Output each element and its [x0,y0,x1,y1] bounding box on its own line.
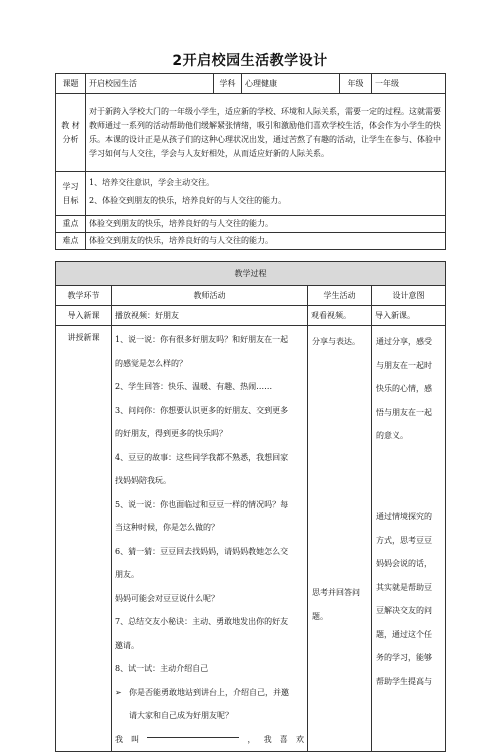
goals-row [56,172,446,216]
column-header-stage: 教学环节 [56,286,112,306]
design-intent-2: 通过情境探究的 方式，思考豆豆 妈妈会说的话， 其实就是帮助豆 豆解决交友的问 题，通过这个任 务的学习，能够 帮助学生提高与 [376,512,432,686]
student-activity-1: 分享与表达。 [312,337,360,346]
goal-item: 1、培养交往意识，学会主动交往。 [89,178,215,187]
bullet-line: ➢ 你是否能勇敢地站到讲台上，介绍自己，并邀 [115,681,304,705]
analysis-text: 对于新跨入学校大门的一年级小学生，适应新的学校、环境和人际关系，需要一定的过程。这就需要教师通过一系列的活动帮助他们缓解紧张情绪，吸引和激励他们喜欢学校生活，体会作为小学生的快乐。本课的设计正是从孩子们的这种心理状况出发，通过苦熬了有趣的活动，让学生在参与、体验中学习如何与人交往，学会与人友好相处，从而适应好新的人际关系。 [86,94,446,172]
intro-student: 观看视频。 [308,306,372,326]
lesson-student-activities [308,326,372,752]
grade-label: 年级 [340,74,372,94]
lesson-row [56,326,446,752]
activity-line: 7、总结交友小秘诀：主动、勇敢地发出你的好友 [115,617,289,626]
process-columns-row [56,286,446,306]
key-point-text: 体验交到朋友的快乐，培养良好的与人交往的能力。 [86,216,446,233]
subject-value: 心理健康 [242,74,340,94]
activity-line: 1、说一说：你有很多好朋友吗？和好朋友在一起 [115,335,289,344]
intro-row [56,306,446,326]
lesson-plan-table [55,73,446,250]
grade-value: 一年级 [372,74,446,94]
goals-label: 学习 目标 [56,172,86,216]
column-header-student: 学生活动 [308,286,372,306]
process-header: 教学过程 [56,262,446,286]
fill-in-sentence: 我 叫 ， 我 喜 欢 [115,728,304,752]
teaching-process-table [55,261,446,752]
analysis-label: 教 材 分析 [56,94,86,172]
difficulty-label: 难点 [56,233,86,250]
intro-intent: 导入新课。 [372,306,446,326]
activity-line: 4、豆豆的故事：这些同学我都不熟悉，我想回家 [115,452,289,462]
activity-line: 当这种时候，你是怎么做的？ [115,523,219,532]
activity-line: 的好朋友，得到更多的快乐吗？ [115,429,227,438]
activity-line: 邀请。 [115,640,139,650]
lesson-stage: 讲授新课 [56,326,112,752]
goal-item: 2、体验交到朋友的快乐，培养良好的与人交往的能力。 [89,196,287,205]
goals-list [86,172,446,216]
column-header-teacher: 教师活动 [112,286,308,306]
process-header-row [56,262,446,286]
activity-line: 朋友。 [115,570,139,579]
student-activity-2: 思考并回答问 题。 [312,588,360,621]
key-point-label: 重点 [56,216,86,233]
intro-stage: 导入新课 [56,306,112,326]
subject-label: 学科 [214,74,242,94]
fill-blank-line [147,728,239,738]
topic-value: 开启校园生活 [86,74,214,94]
analysis-row [56,94,446,172]
intro-teacher: 播放视频：好朋友 [112,306,308,326]
activity-line: 5、说一说：你也面临过和豆豆一样的情况吗？每 [115,499,289,509]
difficulty-row [56,233,446,250]
lesson-teacher-activities [112,326,308,752]
activity-line: 8、试一试：主动介绍自己 [115,664,209,673]
info-row [56,74,446,94]
arrow-bullet-icon: ➢ [115,687,122,697]
difficulty-text: 体验交到朋友的快乐，培养良好的与人交往的能力。 [86,233,446,250]
activity-line: 6、猜一猜：豆豆回去找妈妈，请妈妈教她怎么交 [115,546,289,556]
activity-line: 2、学生回答：快乐、温暖、有趣、热闹…… [115,382,273,391]
key-point-row [56,216,446,233]
activity-line: 找妈妈陪我玩。 [115,476,171,485]
design-intent-1: 通过分享，感受 与朋友在一起时 快乐的心情，感 悟与朋友在一起 的意义。 [376,337,432,440]
topic-label: 课题 [56,74,86,94]
bullet-line: 请大家和自己成为好朋友呢？ [129,711,233,720]
activity-line: 3、问问你：你想要认识更多的好朋友、交到更多 [115,405,289,415]
lesson-design-intent [372,326,446,752]
activity-line: 的感觉是怎么样的？ [115,358,187,368]
column-header-intent: 设计意图 [372,286,446,306]
activity-line: 妈妈可能会对豆豆说什么呢？ [115,593,219,603]
page-title: 2开启校园生活教学设计 [172,53,328,69]
